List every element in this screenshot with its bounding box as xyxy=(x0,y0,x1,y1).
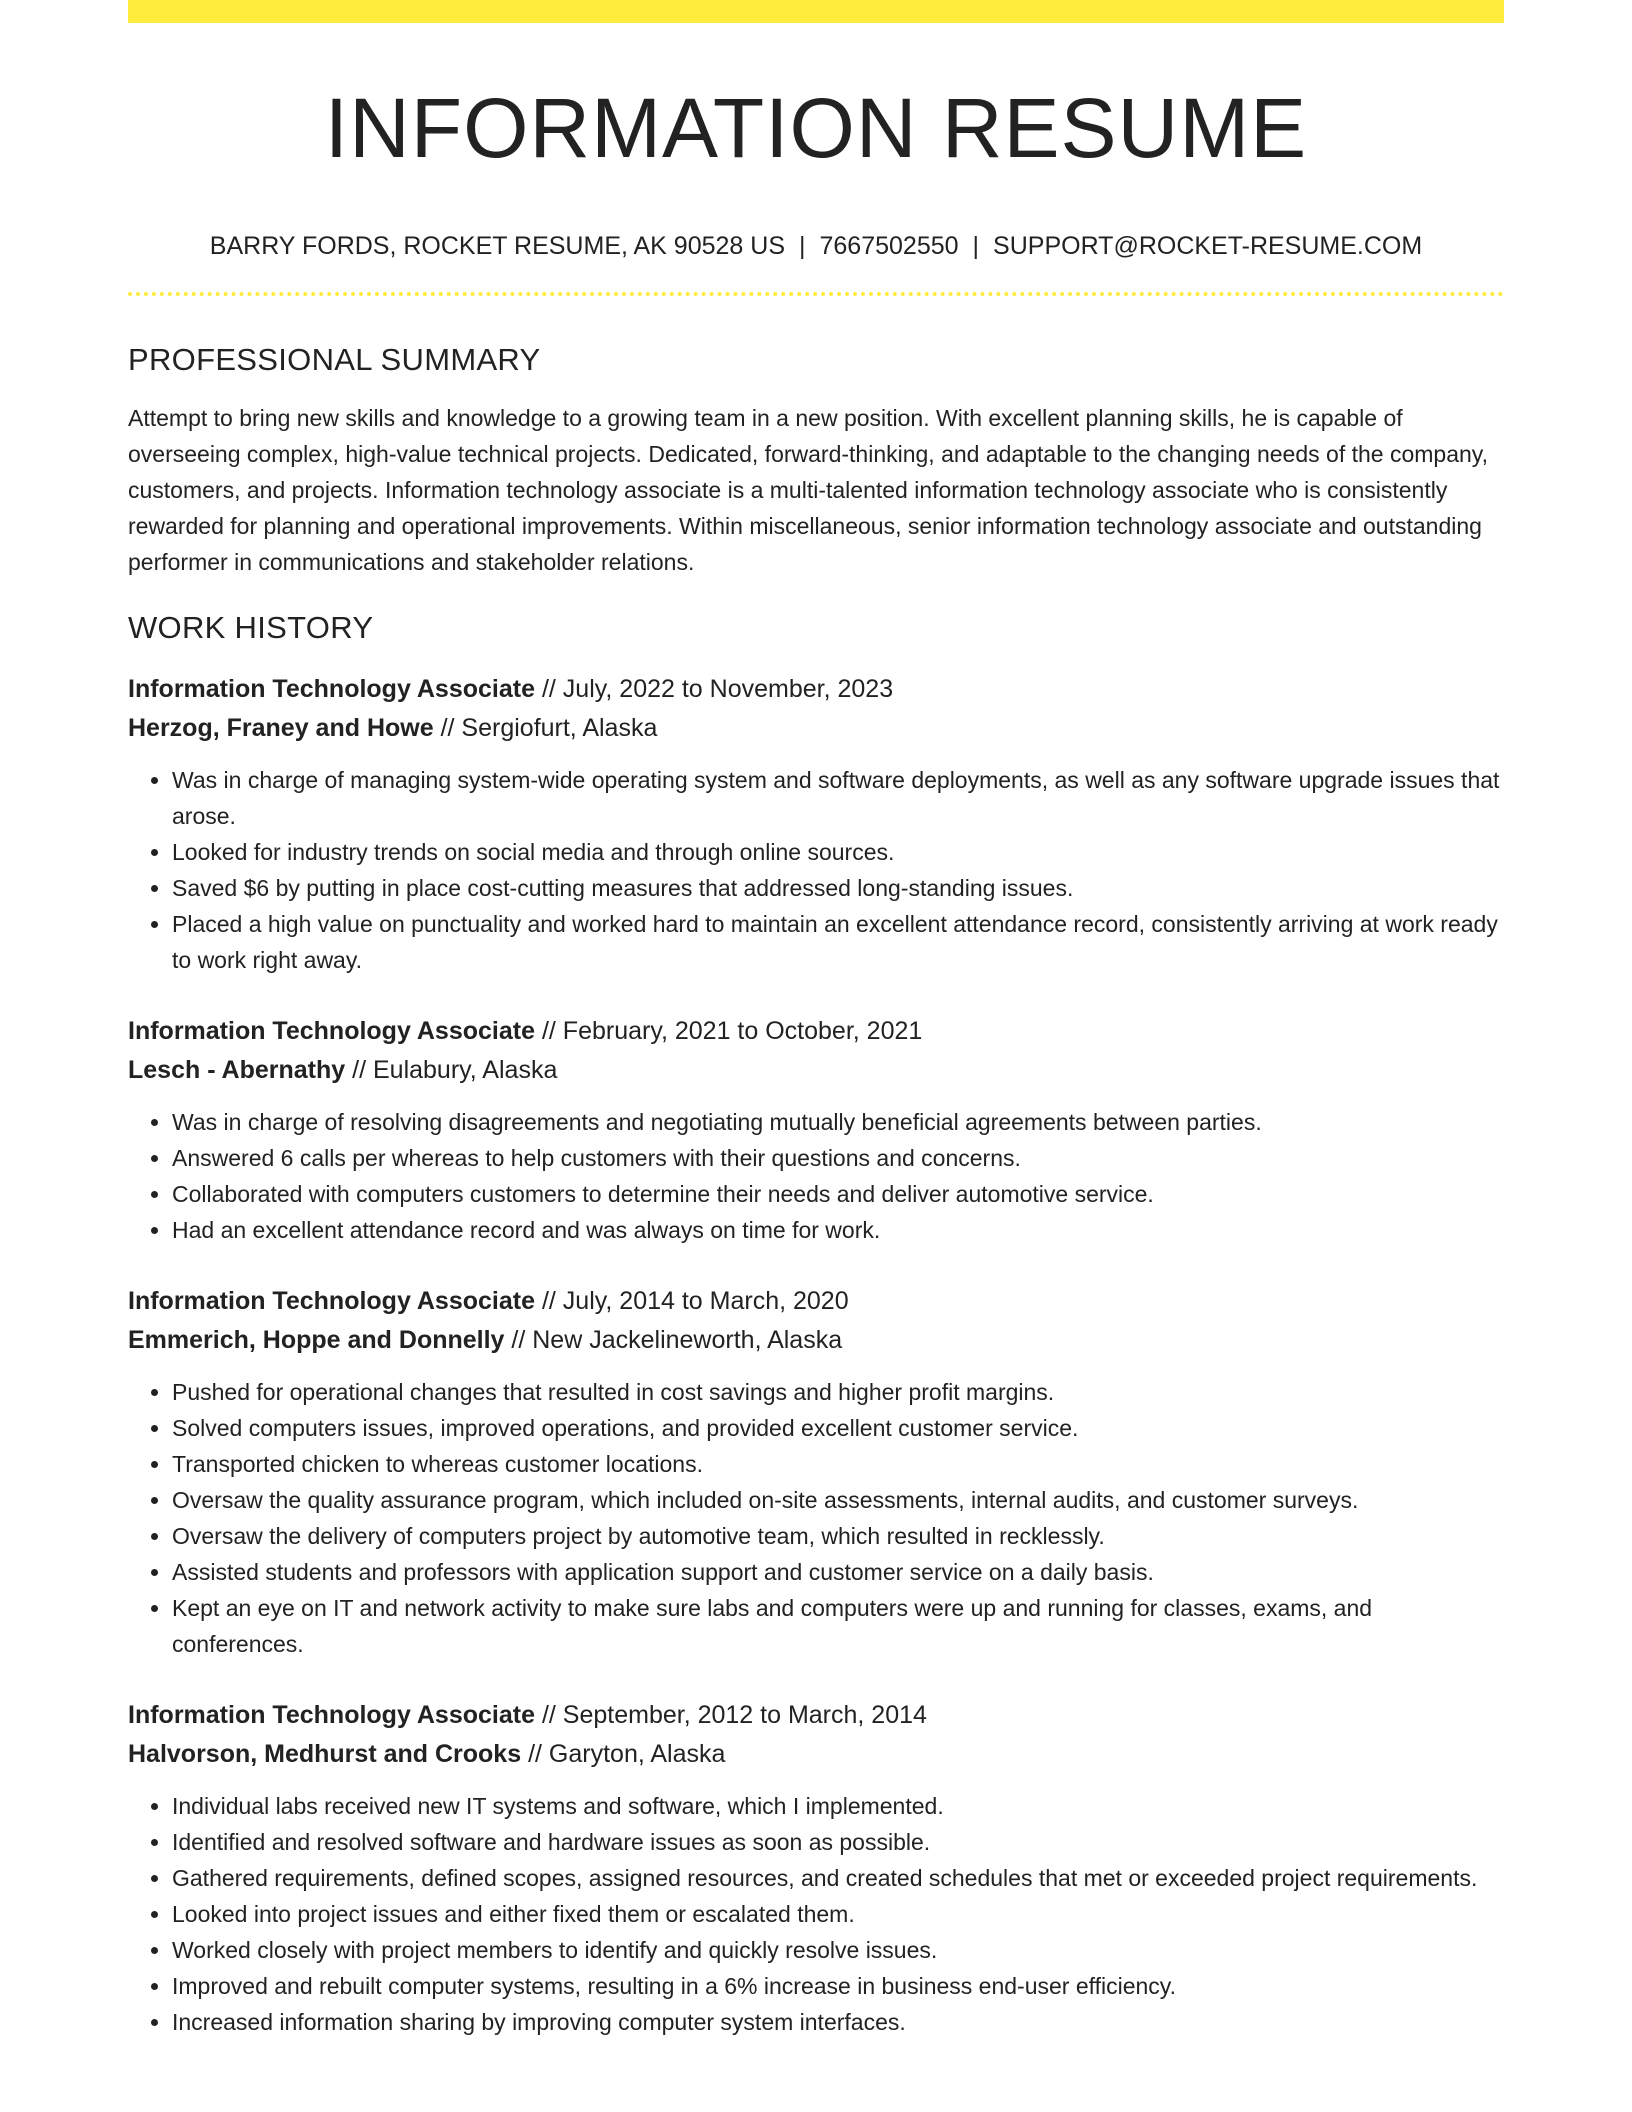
job-bullets xyxy=(128,1788,1504,2040)
job-bullet: • Assisted students and professors with application support and customer service on a daily basis. xyxy=(172,1554,1504,1590)
job-entry xyxy=(128,1012,1504,1248)
date-separator: // xyxy=(535,675,563,703)
job-entry xyxy=(128,1282,1504,1662)
job-dates: July, 2014 to March, 2020 xyxy=(562,1287,849,1315)
job-location: New Jackelineworth, Alaska xyxy=(532,1326,843,1354)
job-location: Sergiofurt, Alaska xyxy=(461,714,658,742)
job-title-line xyxy=(128,1282,1504,1321)
job-bullet: • Improved and rebuilt computer systems, resulting in a 6% increase in business end-user efficiency. xyxy=(172,1968,1504,2004)
job-bullet: • Worked closely with project members to identify and quickly resolve issues. xyxy=(172,1932,1504,1968)
job-company-line xyxy=(128,1735,1504,1774)
job-location: Garyton, Alaska xyxy=(548,1740,726,1768)
contact-separator: | xyxy=(799,232,806,260)
job-bullet: • Identified and resolved software and hardware issues as soon as possible. xyxy=(172,1824,1504,1860)
job-company-line xyxy=(128,1321,1504,1360)
job-title-line xyxy=(128,1696,1504,1735)
job-title-line xyxy=(128,1012,1504,1051)
job-bullets xyxy=(128,762,1504,978)
date-separator: // xyxy=(504,1326,533,1354)
date-separator: // xyxy=(535,1017,563,1045)
resume-title: INFORMATION RESUME xyxy=(324,81,1308,175)
job-bullet: • Was in charge of resolving disagreements and negotiating mutually beneficial agreements between parties. xyxy=(172,1104,1504,1140)
work-history-heading: WORK HISTORY xyxy=(128,610,374,645)
job-company: Lesch - Abernathy xyxy=(128,1056,346,1084)
job-bullet: • Placed a high value on punctuality and worked hard to maintain an excellent attendance record, consistently arriving at work ready to work right away. xyxy=(172,906,1504,978)
dotted-divider xyxy=(128,292,1504,296)
job-bullet: • Collaborated with computers customers to determine their needs and deliver automotive service. xyxy=(172,1176,1504,1212)
job-bullets xyxy=(128,1104,1504,1248)
job-bullets xyxy=(128,1374,1504,1662)
date-separator: // xyxy=(521,1740,549,1768)
job-dates: July, 2022 to November, 2023 xyxy=(562,675,894,703)
job-bullet: • Increased information sharing by improving computer system interfaces. xyxy=(172,2004,1504,2040)
job-bullet: • Solved computers issues, improved operations, and provided excellent customer service. xyxy=(172,1410,1504,1446)
job-bullet: • Looked for industry trends on social media and through online sources. xyxy=(172,834,1504,870)
job-bullet: • Kept an eye on IT and network activity to make sure labs and computers were up and running for classes, exams, and conferences. xyxy=(172,1590,1504,1662)
contact-separator: | xyxy=(972,232,980,260)
job-bullet: • Pushed for operational changes that resulted in cost savings and higher profit margins. xyxy=(172,1374,1504,1410)
job-bullet: • Answered 6 calls per whereas to help customers with their questions and concerns. xyxy=(172,1140,1504,1176)
job-bullet: • Saved $6 by putting in place cost-cutting measures that addressed long-standing issues. xyxy=(172,870,1504,906)
summary-heading: PROFESSIONAL SUMMARY xyxy=(128,342,541,377)
job-bullet: • Had an excellent attendance record and was always on time for work. xyxy=(172,1212,1504,1248)
job-bullet: • Was in charge of managing system-wide operating system and software deployments, as well as any software upgrade issues that arose. xyxy=(172,762,1504,834)
date-separator: // xyxy=(535,1701,563,1729)
job-title: Information Technology Associate xyxy=(128,1017,535,1045)
job-title: Information Technology Associate xyxy=(128,1701,535,1729)
job-entry xyxy=(128,670,1504,978)
summary-text: Attempt to bring new skills and knowledge to a growing team in a new position. With excellent planning skills, he is capable of overseeing complex, high-value technical projects. Dedicated, forward-thinking, and adaptable to the changing needs of the company, customers, and projects. Information technology associate is a multi-talented information technology associate who is consistently rewarded for planning and operational improvements. Within miscellaneous, senior information technology associate and outstanding performer in communications and stakeholder relations. xyxy=(128,405,1488,575)
accent-top-bar xyxy=(128,0,1504,23)
job-company-line xyxy=(128,709,1504,748)
date-separator: // xyxy=(433,714,462,742)
job-bullet: • Gathered requirements, defined scopes, assigned resources, and created schedules that met or exceeded project requirements. xyxy=(172,1860,1504,1896)
job-dates: February, 2021 to October, 2021 xyxy=(562,1017,923,1045)
job-company-line xyxy=(128,1051,1504,1090)
job-company: Herzog, Franey and Howe xyxy=(128,714,434,742)
job-company: Emmerich, Hoppe and Donnelly xyxy=(128,1326,505,1354)
date-separator: // xyxy=(535,1287,563,1315)
work-history-list xyxy=(128,670,1504,2040)
job-dates: September, 2012 to March, 2014 xyxy=(562,1701,927,1729)
job-title-line xyxy=(128,670,1504,709)
job-company: Halvorson, Medhurst and Crooks xyxy=(128,1740,522,1768)
job-bullet: • Looked into project issues and either fixed them or escalated them. xyxy=(172,1896,1504,1932)
contact-phone: 7667502550 xyxy=(819,232,959,260)
contact-email: SUPPORT@ROCKET-RESUME.COM xyxy=(993,232,1423,260)
contact-line xyxy=(128,231,1504,261)
job-bullet: • Transported chicken to whereas customer locations. xyxy=(172,1446,1504,1482)
job-location: Eulabury, Alaska xyxy=(372,1056,558,1084)
job-title: Information Technology Associate xyxy=(128,1287,535,1315)
job-bullet: • Individual labs received new IT systems and software, which I implemented. xyxy=(172,1788,1504,1824)
contact-address: BARRY FORDS, ROCKET RESUME, AK 90528 US xyxy=(209,232,785,260)
resume-page xyxy=(128,0,1504,2040)
job-title: Information Technology Associate xyxy=(128,675,535,703)
job-bullet: • Oversaw the quality assurance program, which included on-site assessments, internal audits, and customer surveys. xyxy=(172,1482,1504,1518)
job-bullet: • Oversaw the delivery of computers project by automotive team, which resulted in recklessly. xyxy=(172,1518,1504,1554)
date-separator: // xyxy=(345,1056,373,1084)
job-entry xyxy=(128,1696,1504,2040)
